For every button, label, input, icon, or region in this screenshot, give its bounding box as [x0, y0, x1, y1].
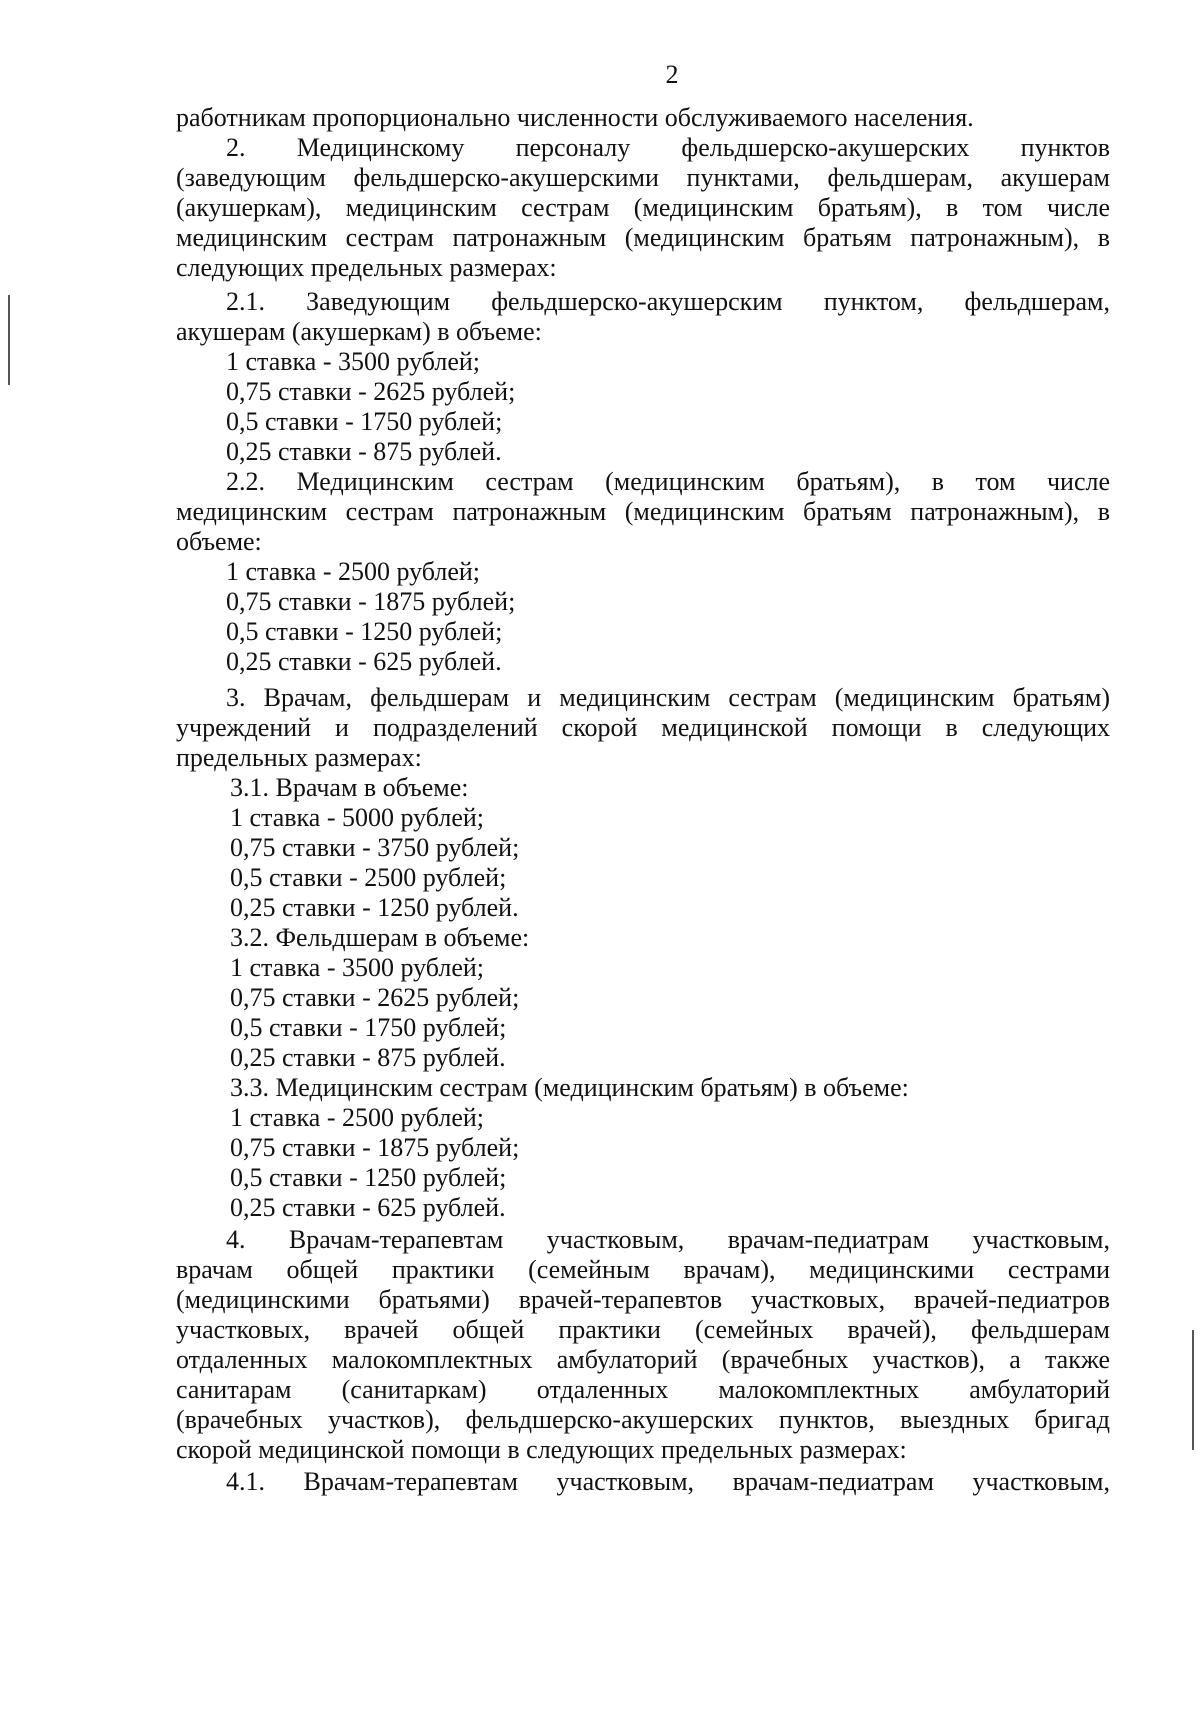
text-line: 0,75 ставки - 3750 рублей; [230, 833, 520, 862]
text-line: 0,5 ставки - 1750 рублей; [226, 407, 503, 436]
text-line: (заведующим фельдшерско-акушерскими пунктами, фельдшерам, акушерам [176, 163, 1110, 192]
text-line: отдаленных малокомплектных амбулаторий (врачебных участков), а также [176, 1345, 1110, 1374]
text-line: 0,5 ставки - 1250 рублей; [226, 617, 503, 646]
text-line: 0,25 ставки - 625 рублей. [230, 1193, 506, 1222]
text-line: 4.1. Врачам-терапевтам участковым, врачам-педиатрам участковым, [226, 1467, 1110, 1496]
text-line: 3.3. Медицинским сестрам (медицинским братьям) в объеме: [230, 1073, 909, 1102]
text-line: предельных размерах: [176, 743, 422, 772]
text-line: 1 ставка - 5000 рублей; [230, 803, 485, 832]
text-line: санитарам (санитаркам) отдаленных малокомплектных амбулаторий [176, 1375, 1110, 1404]
text-line: объеме: [176, 527, 262, 556]
text-line: 0,75 ставки - 1875 рублей; [230, 1133, 520, 1162]
text-line: (акушеркам), медицинским сестрам (медицинским братьям), в том числе [176, 193, 1110, 222]
text-line: (врачебных участков), фельдшерско-акушерских пунктов, выездных бригад [176, 1405, 1110, 1434]
text-line: 3. Врачам, фельдшерам и медицинским сестрам (медицинским братьям) [226, 683, 1110, 712]
text-line: участковых, врачей общей практики (семейных врачей), фельдшерам [176, 1315, 1110, 1344]
text-line: 0,5 ставки - 2500 рублей; [230, 863, 507, 892]
text-line: 4. Врачам-терапевтам участковым, врачам-педиатрам участковым, [226, 1225, 1110, 1254]
text-line: 2.2. Медицинским сестрам (медицинским братьям), в том числе [226, 467, 1110, 496]
text-line: 3.1. Врачам в объеме: [230, 773, 469, 802]
text-line: 1 ставка - 2500 рублей; [226, 557, 481, 586]
text-line: 0,5 ставки - 1750 рублей; [230, 1013, 507, 1042]
text-line: скорой медицинской помощи в следующих предельных размерах: [176, 1435, 907, 1464]
text-line: 3.2. Фельдшерам в объеме: [230, 923, 530, 952]
text-line: 0,25 ставки - 625 рублей. [226, 647, 502, 676]
text-line: 0,75 ставки - 2625 рублей; [230, 983, 520, 1012]
text-line: 0,25 ставки - 875 рублей. [226, 437, 502, 466]
text-line: 0,75 ставки - 1875 рублей; [226, 587, 516, 616]
text-line: работникам пропорционально численности обслуживаемого населения. [176, 103, 974, 132]
text-line: 0,75 ставки - 2625 рублей; [226, 377, 516, 406]
text-line: врачам общей практики (семейным врачам), медицинскими сестрами [176, 1255, 1110, 1284]
text-line: 1 ставка - 2500 рублей; [230, 1103, 485, 1132]
text-line: учреждений и подразделений скорой медицинской помощи в следующих [176, 713, 1110, 742]
text-line: 2.1. Заведующим фельдшерско-акушерским пунктом, фельдшерам, [226, 287, 1110, 316]
scan-mark-left [8, 295, 10, 385]
text-line: 1 ставка - 3500 рублей; [226, 347, 481, 376]
text-line: следующих предельных размерах: [176, 253, 557, 282]
text-line: 1 ставка - 3500 рублей; [230, 953, 485, 982]
text-line: (медицинскими братьями) врачей-терапевтов участковых, врачей-педиатров [176, 1285, 1110, 1314]
scan-mark-right [1192, 1330, 1194, 1450]
page-number: 2 [665, 60, 679, 89]
text-line: 2. Медицинскому персоналу фельдшерско-акушерских пунктов [226, 133, 1110, 162]
text-line: 0,25 ставки - 875 рублей. [230, 1043, 506, 1072]
text-line: акушерам (акушеркам) в объеме: [176, 317, 542, 346]
text-line: медицинским сестрам патронажным (медицинским братьям патронажным), в [176, 497, 1110, 526]
text-line: медицинским сестрам патронажным (медицинским братьям патронажным), в [176, 223, 1110, 252]
text-line: 0,5 ставки - 1250 рублей; [230, 1163, 507, 1192]
text-line: 0,25 ставки - 1250 рублей. [230, 893, 519, 922]
